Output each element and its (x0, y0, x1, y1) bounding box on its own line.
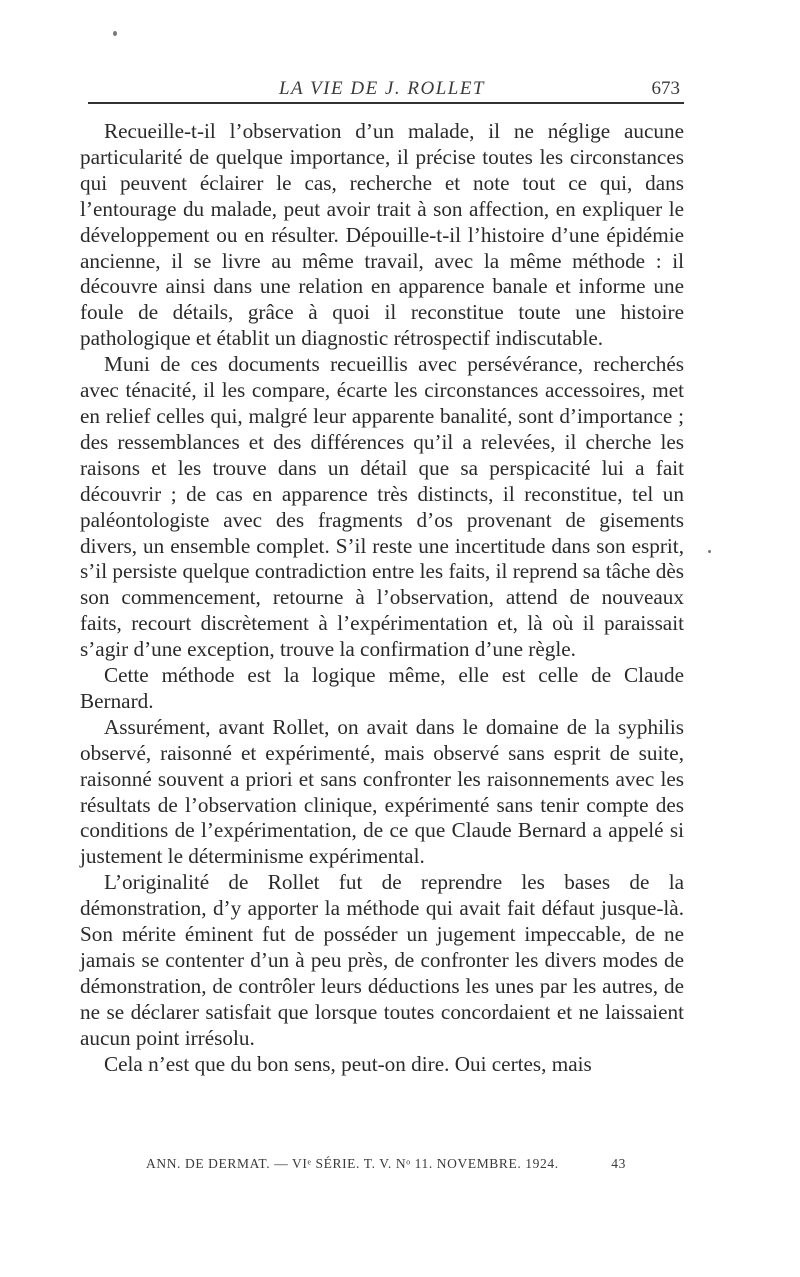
paper-speck (113, 31, 117, 36)
paragraph: Muni de ces documents recueillis avec persévérance, recherchés avec ténacité, il les compare, écarte les circonstances accessoires, met en relief celles qui, malgré leur apparente banalité, sont d’importance ; des ressemblances et des différences qu’il a relevées, il cherche les raisons et les trouve dans un détail que sa perspicacité lui a fait découvrir ; de cas en apparence très distincts, il reconstitue, tel un paléontologiste avec des fragments d’os provenant de gisements divers, un ensemble complet. S’il reste une incertitude dans son esprit, s’il persiste quelque contradiction entre les faits, il reprend sa tâche dès son commencement, retourne à l’observation, attend de nouveaux faits, recourt discrètement à l’expérimentation et, là où il paraissait s’agir d’une exception, trouve la confirmation d’une règle. (80, 352, 684, 662)
page-footer (146, 1156, 626, 1176)
paragraph: L’originalité de Rollet fut de reprendre les bases de la démonstration, d’y apporter la méthode qui avait fait défaut jusque-là. Son mérite éminent fut de posséder un jugement impeccable, de ne jamais se contenter d’un à peu près, de confronter les divers modes de démonstration, de contrôler leurs déductions les unes par les autres, de ne se déclarer satisfait que lorsque toutes concordaient et ne laissaient aucun point irrésolu. (80, 870, 684, 1050)
journal-reference: ANN. DE DERMAT. — VIᵉ SÉRIE. T. V. Nᵒ 11. NOVEMBRE. 1924. (146, 1156, 559, 1171)
body-text (80, 119, 684, 1078)
paragraph: Recueille-t-il l’observation d’un malade, il ne néglige aucune particularité de quelque importance, il précise toutes les circonstances qui peuvent éclairer le cas, recherche et note tout ce qui, dans l’entourage du malade, peut avoir trait à son affection, en expliquer le développement ou en résulter. Dépouille-t-il l’histoire d’une épidémie ancienne, il se livre au même travail, avec la même méthode : il découvre ainsi dans une relation en apparence banale et informe une foule de détails, grâce à quoi il reconstitue toute une histoire pathologique et établit un diagnostic rétrospectif indiscutable. (80, 119, 684, 351)
paper-speck (708, 550, 711, 553)
paragraph: Assurément, avant Rollet, on avait dans le domaine de la syphilis observé, raisonné et expérimenté, mais observé sans esprit de suite, raisonné souvent a priori et sans confronter les raisonnements avec les résultats de l’observation clinique, expérimenté sans tenir compte des conditions de l’expérimentation, de ce que Claude Bernard a appelé si justement le déterminisme expérimental. (80, 714, 684, 869)
page-header (80, 70, 684, 108)
running-title: LA VIE DE J. ROLLET (278, 78, 485, 99)
paragraph: Cela n’est que du bon sens, peut-on dire. Oui certes, mais (104, 1051, 592, 1076)
page-number: 673 (651, 78, 680, 99)
signature-mark: 43 (611, 1156, 626, 1171)
header-rule (88, 102, 684, 104)
paragraph: Cette méthode est la logique même, elle est celle de Claude Bernard. (80, 663, 684, 713)
